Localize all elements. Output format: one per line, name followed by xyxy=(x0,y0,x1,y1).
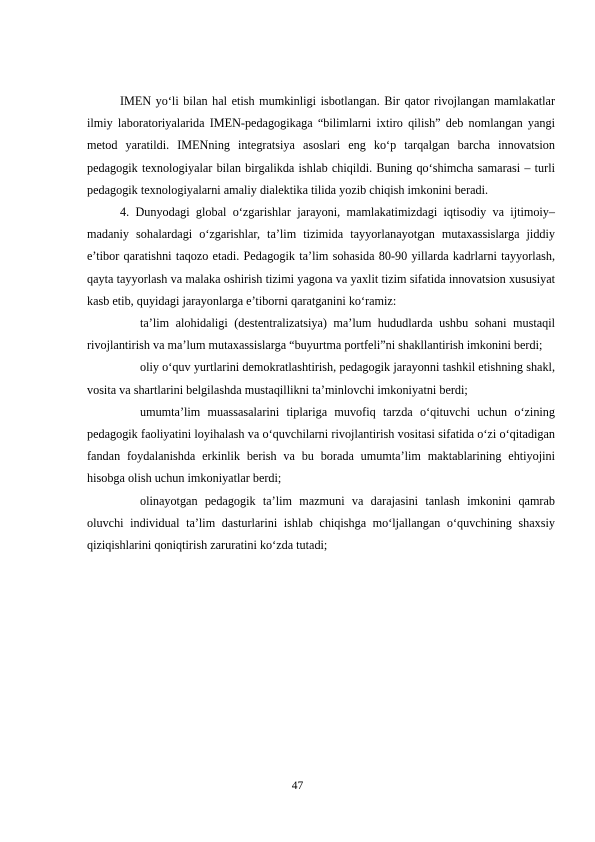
paragraph-imen-method: IMEN yo‘li bilan hal etish mumkinligi isbotlangan. Bir qator rivojlangan mamlakatlar ilmiy laboratoriyalarida IMEN-pedagogikaga “bilimlarni ixtiro qilish” deb nomlangan yangi metod yaratildi. IMENning integratsiya asoslari eng ko‘p tarqalgan barcha innovatsion pedagogik texnologiyalar bilan birgalikda ishlab chiqildi. Buning qo‘shimcha samarasi – turli pedagogik texnologiyalarni amaliy dialektika tilida yozib chiqish imkonini beradi. xyxy=(87,94,555,197)
paragraph-global-changes: 4. Dunyodagi global o‘zgarishlar jarayoni, mamlakatimizdagi iqtisodiy va ijtimoiy–madaniy sohalardagi o‘zgarishlar, ta’lim tizimida tayyorlanayotgan mutaxassislarga jiddiy e’tibor qaratishni taqozo etadi. Pedagogik ta’lim sohasida 80-90 yillarda kadrlarni tayyorlash, qayta tayyorlash va malaka oshirish tizimi yagona va yaxlit tizim sifatida innovatsion xususiyat kasb etib, quyidagi jarayonlarga e’tiborni qaratganini ko‘ramiz: xyxy=(87,205,555,308)
list-item-individual-programs: olinayotgan pedagogik ta’lim mazmuni va darajasini tanlash imkonini qamrab oluvchi individual ta’lim dasturlarini ishlab chiqishga mo‘ljallangan o‘quvchining shaxsiy qiziqishlarini qoniqtirish zaruratini ko‘zda tutadi; xyxy=(87,493,555,553)
list-item-democratization: oliy o‘quv yurtlarini demokratlashtirish, pedagogik jarayonni tashkil etishning shakl, vosita va shartlarini belgilashda mustaqillikni ta’minlovchi imkoniyatni berdi; xyxy=(87,360,555,397)
page-body xyxy=(87,90,555,556)
list-item-general-schools: umumta’lim muassasalarini tiplariga muvofiq tarzda o‘qituvchi uchun o‘zining pedagogik faoliyatini loyihalash va o‘quvchilarni rivojlantirish vositasi sifatida o‘zi o‘qitadigan fandan foydalanishda erkinlik berish va bu borada umumta’lim maktablarining ehtiyojini hisobga olish uchun imkoniyatlar berdi; xyxy=(87,404,555,486)
page-number: 47 xyxy=(291,780,304,792)
list-item-decentralization: ta’lim alohidaligi (destentralizatsiya) ma’lum hududlarda ushbu sohani mustaqil rivojlantirish va ma’lum mutaxassislarga “buyurtma portfeli”ni shakllantirish imkonini berdi; xyxy=(87,316,555,353)
